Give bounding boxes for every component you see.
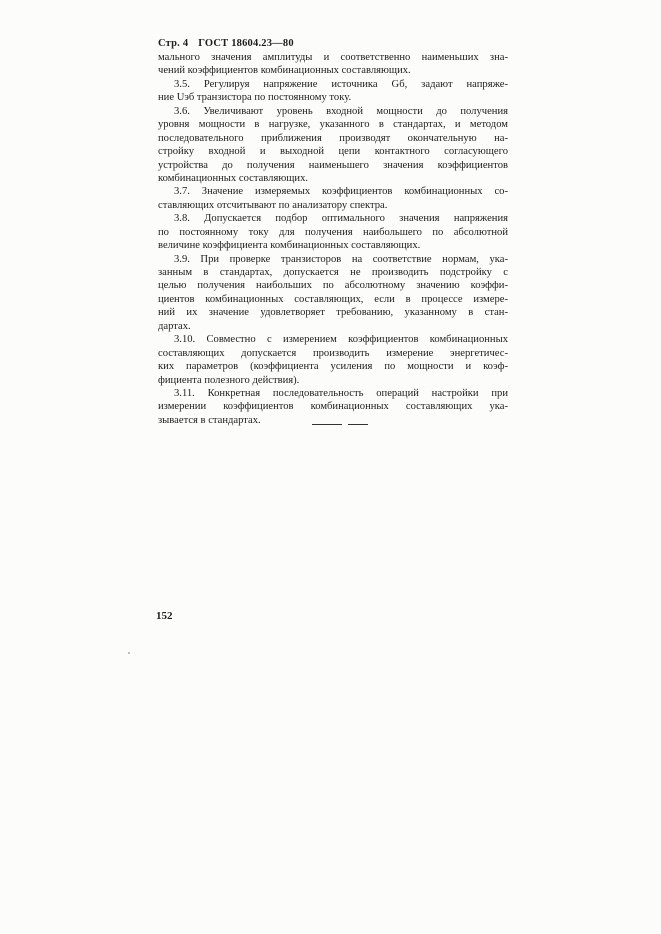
page-label: Стр. 4: [158, 38, 189, 49]
text-line: ких параметров (коэффициента усиления по мощности и коэф-: [158, 361, 508, 373]
text-line: целью получения наибольших по абсолютному значению коэффи-: [158, 280, 508, 292]
text-line: устройства до получения наименьшего значения коэффициентов: [158, 159, 508, 171]
text-line: 3.11. Конкретная последовательность операций настройки при: [174, 387, 508, 399]
text-line: 3.10. Совместно с измерением коэффициентов комбинационных: [174, 334, 508, 346]
text-line: фициента полезного действия).: [158, 374, 300, 386]
text-line: мального значения амплитуды и соответственно наименьших зна-: [158, 52, 508, 63]
scan-speck: [128, 652, 130, 654]
standard-designation: ГОСТ 18604.23—80: [198, 38, 294, 49]
text-line: по постоянному току для получения наибольшего по абсолютной: [158, 226, 508, 238]
text-line: зывается в стандартах.: [158, 414, 261, 426]
text-line: чений коэффициентов комбинационных составляющих.: [158, 65, 411, 77]
text-line: 3.9. При проверке транзисторов на соответствие нормам, ука-: [174, 253, 508, 265]
text-line: дартах.: [158, 320, 191, 332]
text-line: составляющих допускается производить измерение энергетичес-: [158, 347, 508, 359]
text-line: уровня мощности в нагрузке, указанного в стандартах, и методом: [158, 119, 508, 131]
text-line: стройку входной и выходной цепи контактного согласующего: [158, 146, 508, 158]
text-line: 3.5. Регулируя напряжение источника Gб, задают напряже-: [174, 78, 508, 90]
text-line: 3.6. Увеличивают уровень входной мощности до получения: [174, 105, 508, 117]
text-line: циентов комбинационных составляющих, если в процессе измере-: [158, 293, 508, 305]
body-text: [158, 51, 508, 427]
running-header: [158, 38, 294, 49]
text-line: 3.8. Допускается подбор оптимального значения напряжения: [174, 213, 508, 225]
text-line: ставляющих отсчитывают по анализатору спектра.: [158, 199, 388, 211]
text-line: 3.7. Значение измеряемых коэффициентов комбинационных со-: [174, 186, 508, 198]
text-line: занным в стандартах, допускается не производить подстройку с: [158, 267, 508, 278]
text-line: ние Uэб транзистора по постоянному току.: [158, 92, 352, 104]
text-line: ний их значение удовлетворяет требованию, указанному в стан-: [158, 307, 508, 319]
text-line: измерении коэффициентов комбинационных составляющих ука-: [158, 401, 508, 413]
text-line: величине коэффициента комбинационных составляющих.: [158, 240, 421, 252]
text-line: комбинационных составляющих.: [158, 172, 309, 184]
end-divider: [312, 424, 368, 425]
text-line: последовательного приближения производят окончательную на-: [158, 132, 508, 144]
page-number: 152: [156, 610, 173, 622]
